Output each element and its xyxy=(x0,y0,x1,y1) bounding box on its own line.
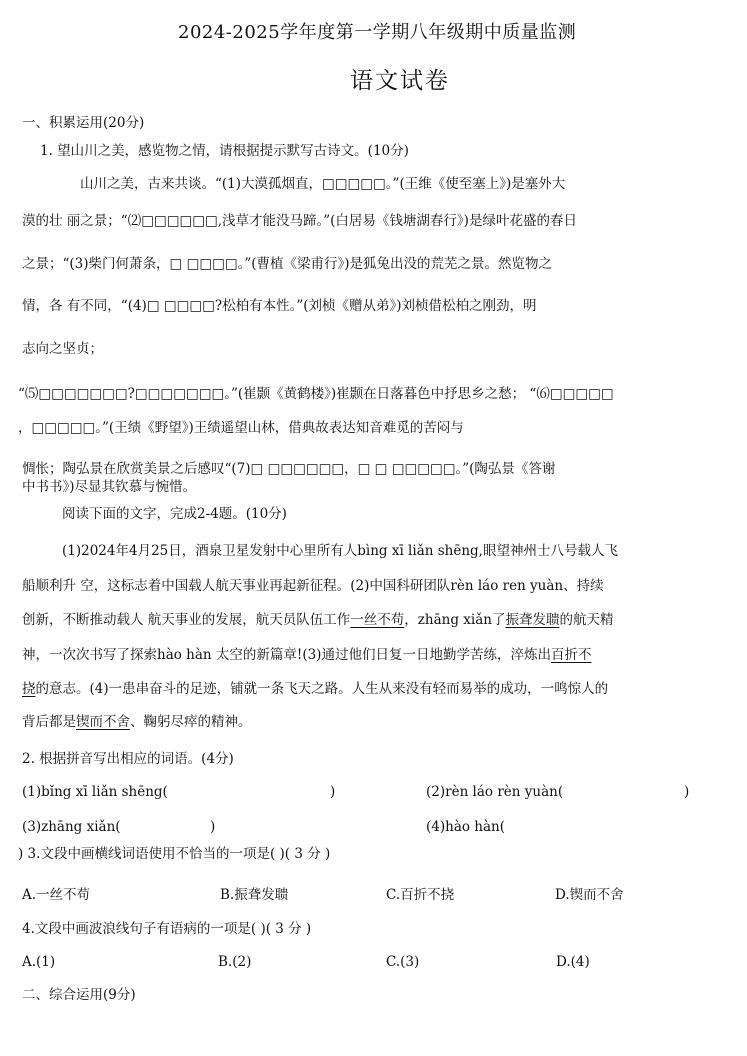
reading-line-6-a: 背后都是 xyxy=(22,714,76,730)
q1-line-5: 志向之坚贞； xyxy=(22,341,103,357)
section1-heading: 一、积累运用(20分) xyxy=(22,115,145,131)
reading-line-4 xyxy=(22,646,591,664)
q2-item-2: (2)rèn láo rèn yuàn( xyxy=(426,784,564,800)
q3-option-a: A.一丝不苟 xyxy=(22,887,91,903)
reading-line-1: (1)2024年4月25日，酒泉卫星发射中心里所有人bìng xī liǎn shēng,眼望神州士八号载人飞 xyxy=(62,543,618,559)
q1-line-7: ，□□□□□。”(王绩《野望》)王绩遥望山林，借典故表达知音难觅的苦闷与 xyxy=(18,420,464,436)
q2-stem: 2. 根据拼音写出相应的词语。(4分) xyxy=(22,751,234,767)
underlined-term-zhenlongfakui: 振聋发聩 xyxy=(505,612,560,628)
q2-item-4: (4)hào hàn( xyxy=(426,819,505,835)
q4-option-a: A.(1) xyxy=(22,954,56,970)
section2-heading: 二、综合运用(9分) xyxy=(22,987,136,1003)
q2-item-3-close: ) xyxy=(210,819,216,835)
q2-item-1-close: ) xyxy=(330,784,336,800)
reading-line-5 xyxy=(22,680,608,698)
q1-line-6: “⑸□□□□□□□?□□□□□□□。”(崔颢《黄鹤楼》)崔颢在日落暮色中抒思乡之愁； “⑹□□□□□ xyxy=(18,386,614,402)
underlined-term-yisibugou: 一丝不苟 xyxy=(350,612,405,628)
underlined-term-baizhebunao-2: 挠 xyxy=(22,681,36,697)
reading-line-3-a: 创新，不断推动载人 航天事业的发展，航天员队伍工作 xyxy=(22,612,351,628)
q2-item-1: (1)bǐng xī liǎn shēng( xyxy=(22,784,168,800)
q1-line-2: 漠的壮 丽之景；“⑵□□□□□□,浅草才能没马蹄。”(白居易《钱塘湖春行》)是绿叶花盛的春日 xyxy=(22,213,577,229)
underlined-term-baizhebunao-1: 百折不 xyxy=(550,647,592,663)
underlined-term-qieerbushe: 锲而不舍 xyxy=(76,714,130,730)
q4-stem: 4.文段中画波浪线句子有语病的一项是( )( 3 分 ) xyxy=(22,921,312,937)
reading-line-4-a: 神，一次次书写了探索hào hàn 太空的新篇章!(3)通过他们日复一日地勤学苦练，淬炼出 xyxy=(22,647,551,663)
q1-line-1: 山川之美，古来共谈。“(1)大漠孤烟直，□□□□□。”(王维《使至塞上》)是塞外大 xyxy=(80,176,566,192)
reading-line-5-b: 的意志。(4)一患串奋斗的足迹，铺就一条飞天之路。人生从来没有轻而易举的成功，一鸣惊人的 xyxy=(35,681,609,697)
reading-line-3-b: ，zhāng xiǎn了 xyxy=(404,612,506,628)
reading-intro: 阅读下面的文字，完成2-4题。(10分) xyxy=(62,506,287,522)
reading-line-6-b: 、鞠躬尽瘁的精神。 xyxy=(130,714,252,730)
reading-line-6 xyxy=(22,713,252,731)
q1-line-9: 中书书》)尽显其钦慕与惋惜。 xyxy=(22,479,197,495)
q3-stem: ) 3.文段中画横线词语使用不恰当的一项是( )( 3 分 ) xyxy=(18,846,331,862)
q1-line-8: 惆怅；陶弘景在欣赏美景之后感叹“(7)□ □□□□□□，□ □ □□□□□。”(陶弘景《答谢 xyxy=(22,461,556,477)
q3-option-c: C.百折不挠 xyxy=(386,887,455,903)
q4-option-b: B.(2) xyxy=(218,954,252,970)
exam-title: 2024-2025学年度第一学期八年级期中质量监测 xyxy=(178,22,577,43)
exam-subject-title: 语文试卷 xyxy=(350,68,450,94)
q3-option-d: D.锲而不舍 xyxy=(555,887,624,903)
q1-line-4: 情，各 有不同，“(4)□ □□□□?松柏有本性。”(刘桢《赠从弟》)刘桢借松柏之刚劲，明 xyxy=(22,298,537,314)
q2-item-2-close: ) xyxy=(684,784,690,800)
q1-stem: 1. 望山川之美，感览物之情，请根据提示默写古诗文。(10分) xyxy=(40,143,409,159)
q3-option-b: B.振聋发聩 xyxy=(220,887,289,903)
reading-line-3-c: 的航天精 xyxy=(559,612,614,628)
reading-line-2: 船顺利升 空，这标志着中国载人航天事业再起新征程。(2)中国科研团队rèn láo ren yuàn、持续 xyxy=(22,578,604,594)
q4-option-d: D.(4) xyxy=(556,954,590,970)
q4-option-c: C.(3) xyxy=(386,954,420,970)
reading-line-3 xyxy=(22,611,613,629)
q2-item-3: (3)zhāng xiǎn( xyxy=(22,819,121,835)
q1-line-3: 之景；“(3)柴门何萧条，□ □□□□。”(曹植《梁甫行》)是狐兔出没的荒芜之景。然览物之 xyxy=(22,256,553,272)
